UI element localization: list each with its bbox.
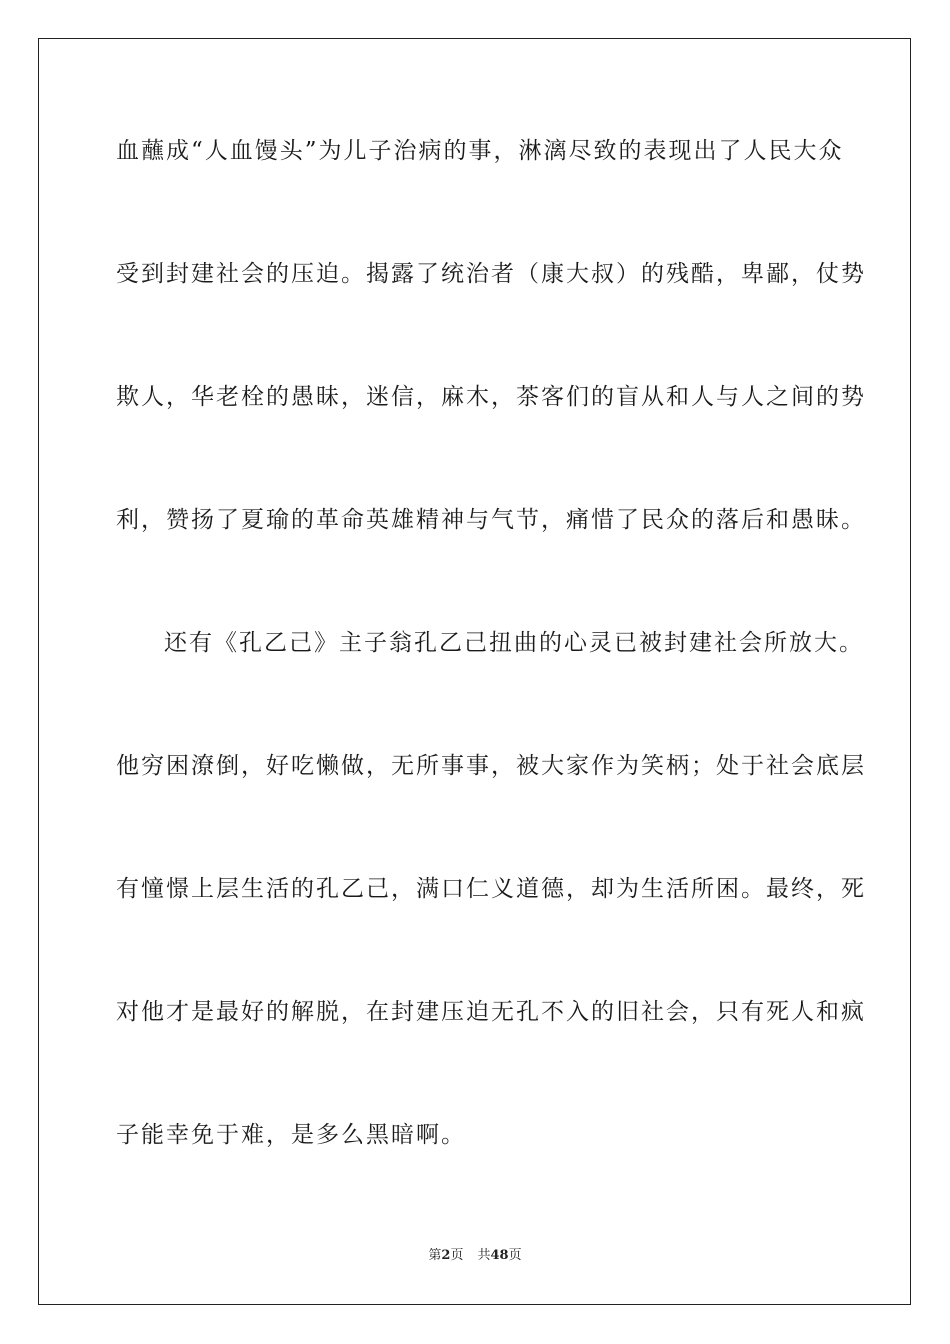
text-line: 有憧憬上层生活的孔乙己，满口仁义道德，却为生活所困。最终，死 bbox=[116, 876, 866, 902]
page-border bbox=[38, 38, 911, 1305]
text-line: 子能幸免于难，是多么黑暗啊。 bbox=[116, 1122, 466, 1148]
footer-total-suffix: 页 bbox=[508, 1248, 522, 1263]
text-line: 受到封建社会的压迫。揭露了统治者（康大叔）的残酷，卑鄙，仗势 bbox=[116, 261, 866, 287]
text-line: 欺人，华老栓的愚昧，迷信，麻木，茶客们的盲从和人与人之间的势 bbox=[116, 384, 866, 410]
footer-total-pages: 48 bbox=[490, 1248, 509, 1263]
footer-page-suffix: 页 bbox=[450, 1248, 464, 1263]
text-line: 对他才是最好的解脱，在封建压迫无孔不入的旧社会，只有死人和疯 bbox=[116, 999, 866, 1025]
text-line: 利，赞扬了夏瑜的革命英雄精神与气节，痛惜了民众的落后和愚昧。 bbox=[116, 507, 866, 533]
footer-page-number: 2 bbox=[441, 1248, 451, 1263]
page-footer bbox=[0, 1248, 950, 1264]
paragraph-first-line: 还有《孔乙己》主子翁孔乙己扭曲的心灵已被封建社会所放大。 bbox=[164, 630, 864, 656]
footer-page-prefix: 第 bbox=[428, 1248, 442, 1263]
text-line: 他穷困潦倒，好吃懒做，无所事事，被大家作为笑柄；处于社会底层 bbox=[116, 753, 866, 779]
text-line: 血蘸成“人血馒头”为儿子治病的事，淋漓尽致的表现出了人民大众 bbox=[116, 138, 844, 164]
footer-total-prefix: 共 bbox=[477, 1248, 491, 1263]
